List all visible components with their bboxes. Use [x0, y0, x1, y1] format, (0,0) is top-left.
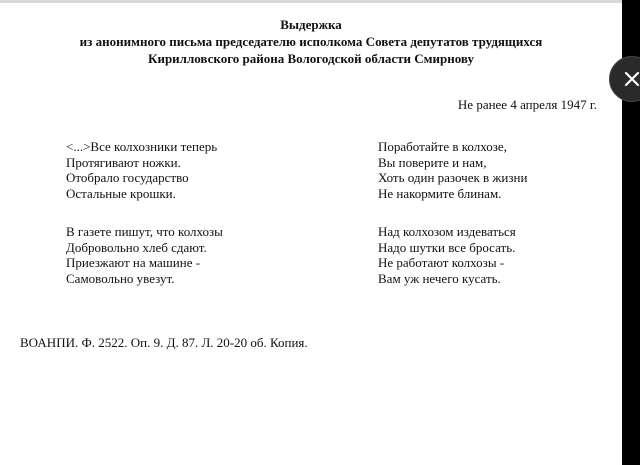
- poem-line: Протягивают ножки.: [66, 154, 181, 170]
- close-icon: [624, 71, 640, 87]
- poem-line: Добровольно хлеб сдают.: [66, 239, 207, 255]
- header-subtitle-line-1: из анонимного письма председателю исполкома Совета депутатов трудящихся: [79, 34, 543, 49]
- poem-line: Над колхозом издеваться: [378, 224, 516, 239]
- scan-edge: [0, 0, 622, 3]
- poem-line: <...>Все колхозники теперь: [66, 139, 218, 154]
- poem-line: Вам уж нечего кусать.: [378, 270, 501, 286]
- header-subtitle-line-2: Кирилловского района Вологодской области Смирнову: [148, 51, 474, 66]
- poem-line: Вы поверите и нам,: [378, 154, 487, 170]
- poem-stanza-left-2: [66, 224, 223, 286]
- poem-stanza-right-2: [378, 224, 516, 286]
- poem-line: Не работают колхозы -: [378, 255, 505, 270]
- document-date: Не ранее 4 апреля 1947 г.: [457, 97, 597, 112]
- poem-line: В газете пишут, что колхозы: [66, 224, 223, 239]
- header-title: Выдержка: [280, 17, 342, 32]
- poem-line: Приезжают на машине -: [66, 255, 201, 270]
- poem-line: Хоть один разочек в жизни: [378, 170, 528, 185]
- poem-line: Надо шутки все бросать.: [378, 239, 516, 255]
- poem-line: Отобрало государство: [66, 170, 189, 185]
- archive-source-citation: ВОАНПИ. Ф. 2522. Оп. 9. Д. 87. Л. 20-20 об. Копия.: [20, 335, 308, 350]
- poem-stanza-left-1: [66, 139, 217, 201]
- poem-line: Не накормите блинам.: [378, 185, 502, 201]
- document-header: [0, 16, 622, 67]
- poem-line: Поработайте в колхозе,: [378, 139, 507, 154]
- poem-stanza-right-1: [378, 139, 527, 201]
- poem-line: Самовольно увезут.: [66, 270, 175, 286]
- poem-line: Остальные крошки.: [66, 185, 176, 201]
